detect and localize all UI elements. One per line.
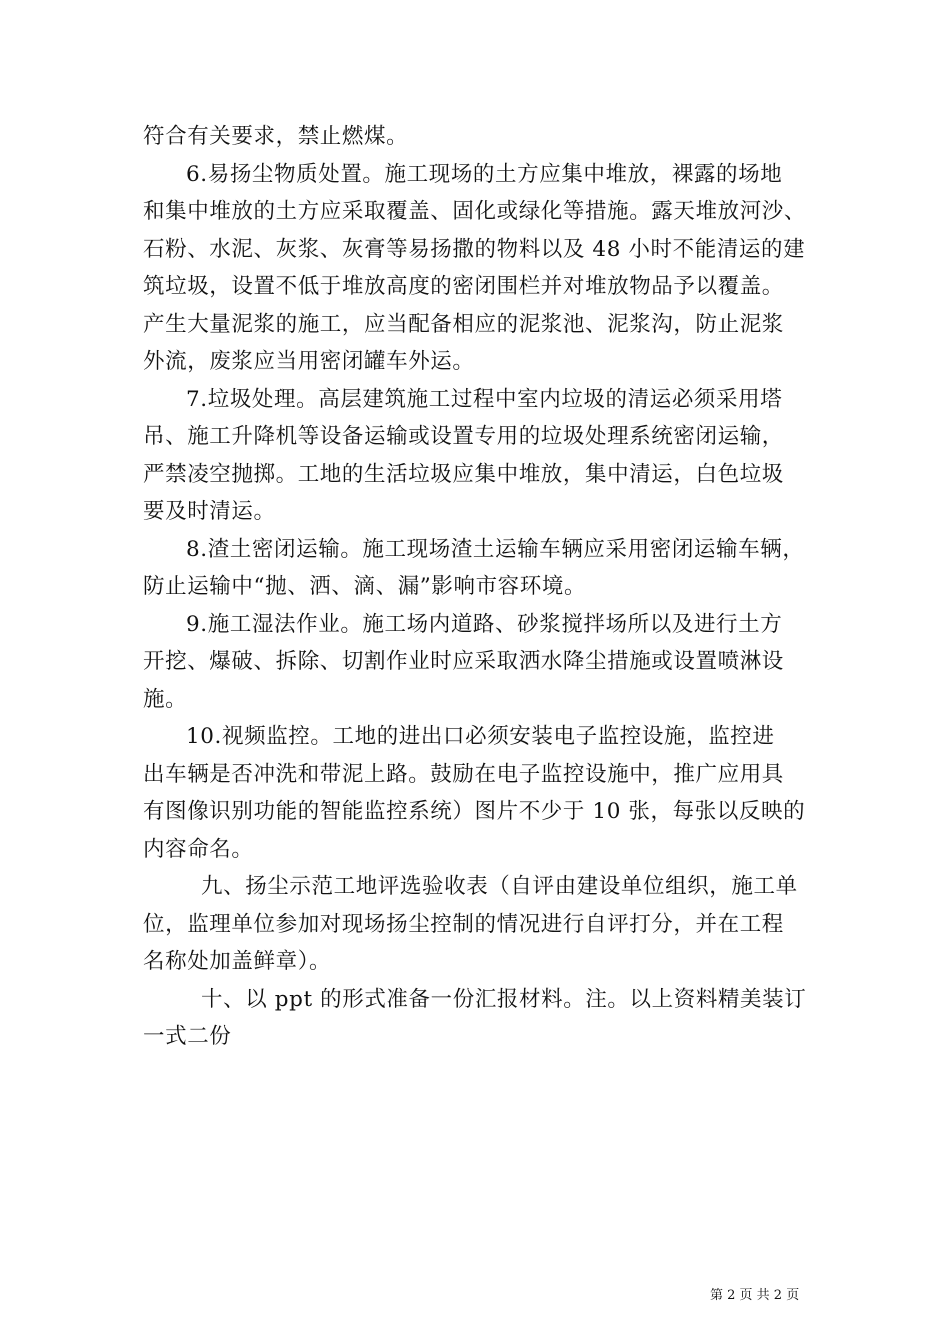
- text-line: 防止运输中“抛、洒、滴、漏”影响市容环境。: [143, 574, 587, 599]
- text-line: 8.渣土密闭运输。施工现场渣土运输车辆应采用密闭运输车辆，: [186, 536, 805, 562]
- text-line: 6.易扬尘物质处置。施工现场的土方应集中堆放，裸露的场地: [186, 161, 783, 187]
- document-body: [143, 118, 818, 1056]
- text-line: 出车辆是否冲洗和带泥上路。鼓励在电子监控设施中，推广应用具: [143, 761, 784, 787]
- text-line: 产生大量泥浆的施工，应当配备相应的泥浆池、泥浆沟，防止泥浆: [143, 311, 784, 337]
- text-line: 7.垃圾处理。高层建筑施工过程中室内垃圾的清运必须采用塔: [186, 386, 783, 412]
- text-line: 有图像识别功能的智能监控系统）图片不少于 10 张，每张以反映的: [143, 799, 806, 824]
- document-text: [143, 118, 818, 1056]
- text-line: 严禁凌空抛掷。工地的生活垃圾应集中堆放，集中清运，白色垃圾: [143, 461, 784, 487]
- text-line: 石粉、水泥、灰浆、灰膏等易扬撒的物料以及 48 小时不能清运的建: [143, 236, 806, 262]
- text-line: 一式二份: [143, 1024, 232, 1049]
- text-line: 筑垃圾，设置不低于堆放高度的密闭围栏并对堆放物品予以覆盖。: [143, 274, 784, 299]
- text-line: 吊、施工升降机等设备运输或设置专用的垃圾处理系统密闭运输，: [143, 424, 784, 449]
- text-line: 符合有关要求，禁止燃煤。: [143, 124, 409, 149]
- text-line: 外流，废浆应当用密闭罐车外运。: [143, 349, 475, 374]
- text-line: 内容命名。: [143, 836, 254, 862]
- text-line: 十、以 ppt 的形式准备一份汇报材料。注。以上资料精美装订: [201, 986, 807, 1012]
- text-line: 要及时清运。: [143, 499, 276, 524]
- text-line: 位，监理单位参加对现场扬尘控制的情况进行自评打分，并在工程: [143, 911, 784, 937]
- text-line: 九、扬尘示范工地评选验收表（自评由建设单位组织，施工单: [201, 874, 798, 899]
- text-line: 和集中堆放的土方应采取覆盖、固化或绿化等措施。露天堆放河沙、: [143, 199, 807, 224]
- text-line: 开挖、爆破、拆除、切割作业时应采取洒水降尘措施或设置喷淋设: [143, 649, 784, 674]
- text-line: 9.施工湿法作业。施工场内道路、砂浆搅拌场所以及进行土方: [186, 611, 783, 637]
- text-line: 施。: [143, 686, 188, 712]
- text-line: 10.视频监控。工地的进出口必须安装电子监控设施，监控进: [186, 724, 775, 749]
- page-number: 第 2 页 共 2 页: [710, 1288, 800, 1303]
- text-line: 名称处加盖鲜章）。: [143, 949, 332, 974]
